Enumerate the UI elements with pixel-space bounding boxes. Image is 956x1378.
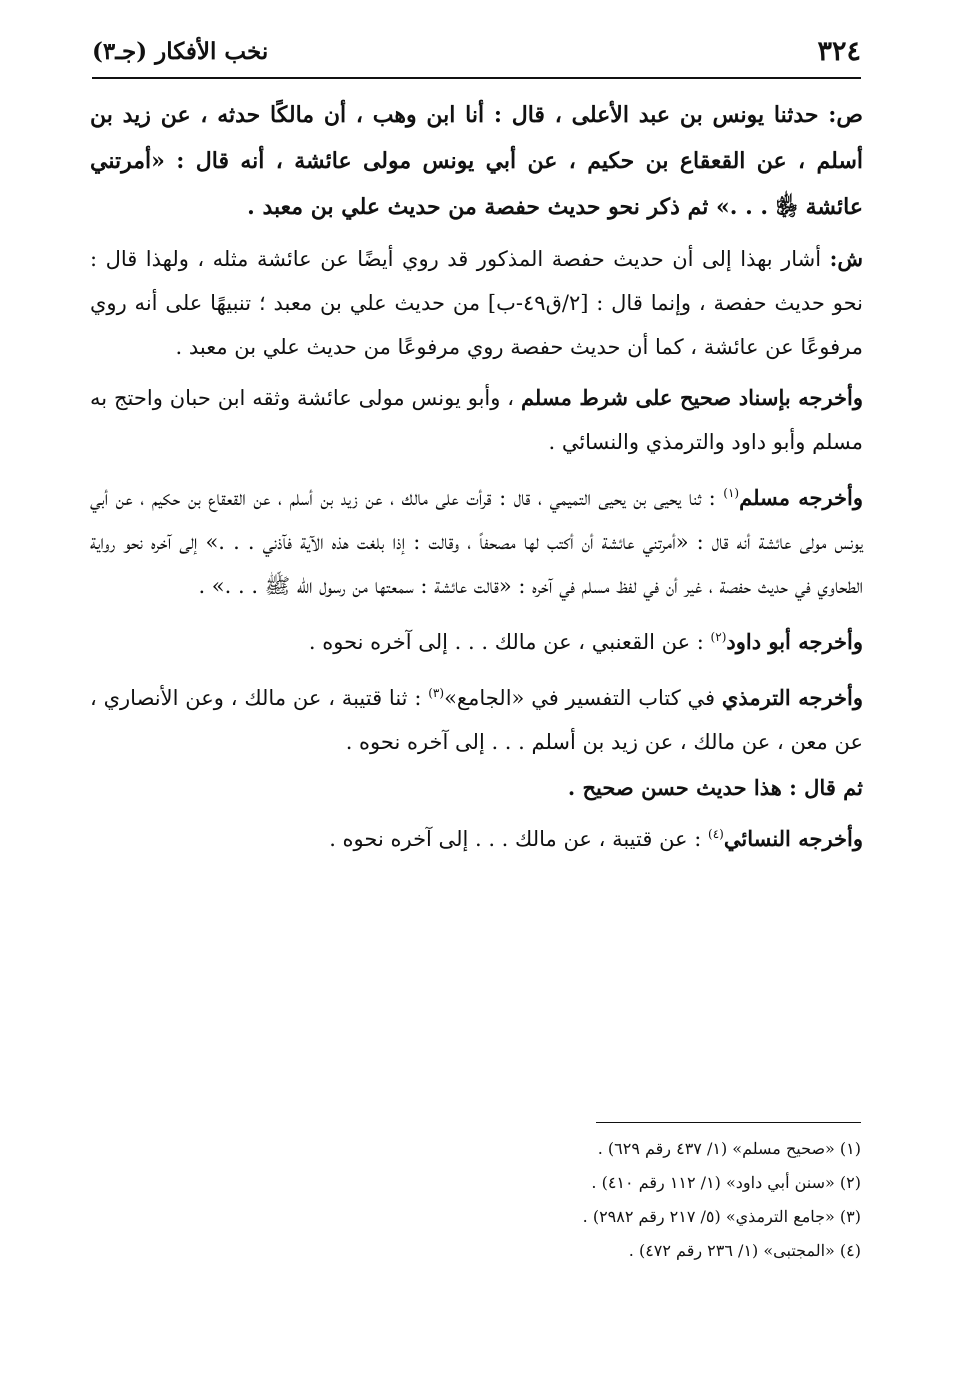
paragraph-nasai — [90, 812, 863, 861]
page-number: ٣٢٤ — [817, 36, 861, 67]
footnotes — [300, 1132, 861, 1268]
footnote-ref[interactable]: (٤) — [708, 827, 724, 841]
paragraph-lead: وأخرجه الترمذي — [721, 685, 864, 710]
main-text — [90, 92, 863, 868]
paragraph-text: : ثنا يحيى بن يحيى التميمي ، قال : قرأت على مالك ، عن زيد بن أسلم ، عن القعقاع بن حكيم ، عن أبي يونس مولى عائشة أنه قال : «أمرتني عائشة أن أكتب لها مصحفاً ، وقالت : إذا بلغت هذه الآية فآذني . . .» إلى آخره نحو رواية الطحاوي في حديث حفصة ، غير أن في لفظ مسلم في آخره : «قالت عائشة : سمعتها من رسول الله ﷺ . . .» . — [90, 486, 863, 598]
footnote-item: (١) «صحيح مسلم» (١/ ٤٣٧ رقم ٦٢٩) . — [597, 1139, 861, 1158]
paragraph-text: حدثنا يونس بن عبد الأعلى ، قال : أنا ابن وهب ، أن مالكًا حدثه ، عن زيد بن أسلم ، عن القعقاع بن حكيم ، عن أبي يونس مولى عائشة ، أنه قال : «أمرتني عائشة ﵂ . . .» ثم ذكر نحو حديث حفصة من حديث علي بن معبد . — [90, 102, 863, 220]
paragraph-text: ، وأبو يونس مولى عائشة وثقه ابن حبان واحتج به مسلم وأبو داود والترمذي والنسائي . — [90, 386, 863, 454]
paragraph-text: : عن القعنبي ، عن مالك . . . إلى آخره نحوه . — [308, 630, 711, 654]
paragraph-lead: وأخرجه مسلم — [739, 485, 863, 510]
paragraph-lead: وأخرجه النسائي — [723, 826, 863, 851]
paragraph-isnad — [90, 376, 863, 464]
paragraph-text: : عن قتيبة ، عن مالك . . . إلى آخره نحوه . — [329, 827, 709, 851]
page-header — [92, 32, 861, 72]
paragraph-sad — [90, 92, 863, 230]
running-title: نخب الأفكار (جـ٣) — [92, 38, 269, 65]
paragraph-lead: ش: — [829, 246, 863, 271]
header-rule — [92, 77, 861, 79]
footnote-item: (٤) «المجتبى» (١/ ٢٣٦ رقم ٤٧٢) . — [628, 1241, 861, 1260]
paragraph-shin — [90, 237, 863, 369]
footnote-ref[interactable]: (٢) — [710, 630, 727, 644]
paragraph-text: أشار بهذا إلى أن حديث حفصة المذكور قد روي أيضًا عن عائشة مثله ، ولهذا قال : نحو حديث حفصة ، وإنما قال : [٢/ق٤٩-ب] من حديث علي بن معبد ؛ تنبيهًا على أنه روي مرفوعًا عن عائشة ، كما أن حديث حفصة روي مرفوعًا من حديث علي بن معبد . — [90, 247, 864, 359]
footnote-item: (٣) «جامع الترمذي» (٥/ ٢١٧ رقم ٢٩٨٢) . — [582, 1207, 861, 1226]
footnote-rule — [596, 1122, 861, 1123]
paragraph-text-continued: : ثنا قتيبة ، عن مالك ، وعن الأنصاري ، عن معن ، عن مالك ، عن زيد بن أسلم . . . إلى آخره نحوه . — [90, 686, 863, 754]
paragraph-lead: وأخرجه أبو داود — [726, 629, 863, 654]
paragraph-tirmidhi — [90, 671, 863, 764]
footnote-ref[interactable]: (١) — [723, 486, 740, 500]
paragraph-lead: ثم قال : هذا حديث حسن صحيح . — [567, 775, 863, 800]
paragraph-muslim — [90, 471, 863, 608]
footnote-item: (٢) «سنن أبي داود» (١/ ١١٢ رقم ٤١٠) . — [591, 1173, 861, 1192]
paragraph-hasan-sahih — [90, 766, 863, 810]
paragraph-text: في كتاب التفسير في «الجامع» — [444, 686, 722, 710]
paragraph-lead: ص: — [828, 102, 863, 128]
footnote-ref[interactable]: (٣) — [428, 686, 445, 700]
paragraph-abudawud — [90, 615, 863, 664]
paragraph-lead: وأخرجه بإسناد صحيح على شرط مسلم — [520, 385, 863, 410]
